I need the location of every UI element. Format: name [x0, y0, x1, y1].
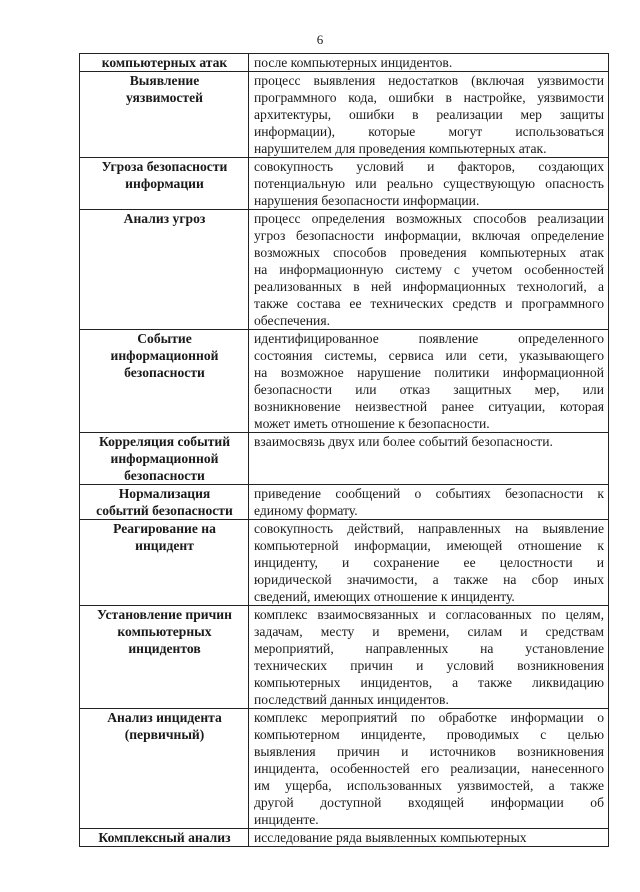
definition-cell [249, 72, 609, 158]
definition-line: инцидента, особенностей его реализации, нанесенного [254, 761, 604, 776]
term-line: инцидентов [128, 641, 201, 656]
definition-line: совокупность условий и факторов, создающих [254, 159, 604, 174]
term-line: компьютерных атак [101, 55, 228, 70]
table-row [80, 606, 609, 709]
table-row [80, 72, 609, 158]
definition-cell [249, 210, 609, 330]
definition-line: программного кода, ошибки в настройке, уязвимости [254, 90, 604, 105]
term-line: информационной [110, 348, 219, 363]
definition-line: выявления причин и источников возникновения [254, 744, 604, 759]
table-row [80, 485, 609, 520]
term-cell [80, 606, 249, 709]
definition-line: сведений, имеющих отношение к инциденту. [254, 589, 515, 604]
definition-line: исследование ряда выявленных компьютерных [254, 830, 527, 845]
definition-cell [249, 54, 609, 72]
definition-line: инциденту, и сохранение ее целостности и [254, 555, 604, 570]
definition-line: безопасности или отказ защитных мер, или [254, 382, 604, 397]
term-cell [80, 709, 249, 829]
term-cell [80, 829, 249, 847]
definition-line: возможных способов проведения компьютерных атак [254, 245, 604, 260]
definition-line: процесс выявления недостатков (включая уязвимости [254, 73, 604, 88]
definition-cell [249, 433, 609, 485]
term-cell [80, 520, 249, 606]
page-number: 6 [316, 32, 324, 47]
term-line: Выявление [129, 73, 200, 88]
term-line: Нормализация [118, 486, 211, 501]
term-line: инцидент [135, 538, 194, 553]
term-line: Событие [137, 331, 192, 346]
term-line: компьютерных [117, 624, 212, 639]
table-row [80, 158, 609, 210]
definition-line: инциденте. [254, 812, 319, 827]
definition-line: после компьютерных инцидентов. [254, 55, 453, 70]
term-line: информации [125, 176, 204, 191]
term-line: безопасности [124, 365, 205, 380]
table-row [80, 709, 609, 829]
definition-line: технических причин и условий возникновения [254, 658, 604, 673]
table-row [80, 54, 609, 72]
definition-line: другой доступной входящей информации об [254, 795, 604, 810]
definition-cell [249, 829, 609, 847]
definition-line: компьютерной информации, имеющей отношение к [254, 538, 604, 553]
table-row [80, 433, 609, 485]
definition-cell [249, 485, 609, 520]
definition-line: единому формату. [254, 503, 358, 518]
term-line: Установление причин [97, 607, 232, 622]
definition-line: компьютерном инциденте, проводимых с целью [254, 727, 604, 742]
definition-cell [249, 606, 609, 709]
term-line: информационной [110, 451, 219, 466]
definition-line: нарушителем для проведения компьютерных атак. [254, 141, 547, 156]
definition-line: реализованных в ней информационных технологий, а [254, 279, 604, 294]
table-row [80, 829, 609, 847]
definition-line: также состава ее технических средств и программного [254, 296, 604, 311]
term-cell [80, 433, 249, 485]
definition-line: комплекс взаимосвязанных и согласованных по целям, [254, 607, 604, 622]
definition-cell [249, 158, 609, 210]
definition-line: совокупность действий, направленных на выявление [254, 521, 604, 536]
table-row [80, 520, 609, 606]
definition-line: потенциальную или реально существующую опасность [254, 176, 604, 191]
definition-line: комплекс мероприятий по обработке информации о [254, 710, 604, 725]
definition-line: последствий данных инцидентов. [254, 692, 449, 707]
term-cell [80, 485, 249, 520]
definition-line: архитектуры, ошибки в реализации мер защиты [254, 107, 604, 122]
term-cell [80, 210, 249, 330]
term-line: безопасности [124, 468, 205, 483]
definition-line: нарушения безопасности информации. [254, 193, 480, 208]
definition-line: состояния системы, сервиса или сети, указывающего [254, 348, 604, 363]
term-cell [80, 54, 249, 72]
definition-line: возникновение неизвестной ранее ситуации, которая [254, 399, 604, 414]
term-line: Корреляция событий [98, 434, 231, 449]
term-line: (первичный) [124, 727, 205, 742]
table-row [80, 210, 609, 330]
term-line: событий безопасности [96, 503, 233, 518]
definition-line: компьютерных инцидентов, а также ликвидацию [254, 675, 604, 690]
definition-line: приведение сообщений о событиях безопасности к [254, 486, 604, 501]
term-cell [80, 330, 249, 433]
definition-line: угроз безопасности информации, включая определение [254, 228, 604, 243]
definitions-table [79, 53, 609, 847]
term-cell [80, 158, 249, 210]
definition-line: на возможное нарушение политики информационной [254, 365, 604, 380]
definition-line: на информационную систему с учетом особенностей [254, 262, 604, 277]
definition-line: процесс определения возможных способов реализации [254, 211, 604, 226]
term-line: Угроза безопасности [101, 159, 228, 174]
definition-cell [249, 520, 609, 606]
definition-cell [249, 330, 609, 433]
definition-line: юридической значимости, а также на сбор иных [254, 572, 604, 587]
definition-line: может иметь отношение к безопасности. [254, 416, 490, 431]
term-line: Анализ угроз [123, 211, 206, 226]
term-line: Реагирование на [113, 521, 216, 536]
definition-line: обеспечения. [254, 313, 330, 328]
definition-cell [249, 709, 609, 829]
definition-line: задачам, месту и времени, силам и средствам [254, 624, 604, 639]
definition-line: идентифицированное появление определенного [254, 331, 604, 346]
definition-line: информации), которые могут использоваться [254, 124, 604, 139]
term-line: уязвимостей [126, 90, 203, 105]
term-cell [80, 72, 249, 158]
term-line: Комплексный анализ [98, 830, 231, 845]
definition-line: им ущерба, использованных уязвимостей, а также [254, 778, 604, 793]
definition-line: мероприятий, направленных на установление [254, 641, 604, 656]
definition-line: взаимосвязь двух или более событий безопасности. [254, 434, 553, 449]
term-line: Анализ инцидента [107, 710, 222, 725]
table-row [80, 330, 609, 433]
